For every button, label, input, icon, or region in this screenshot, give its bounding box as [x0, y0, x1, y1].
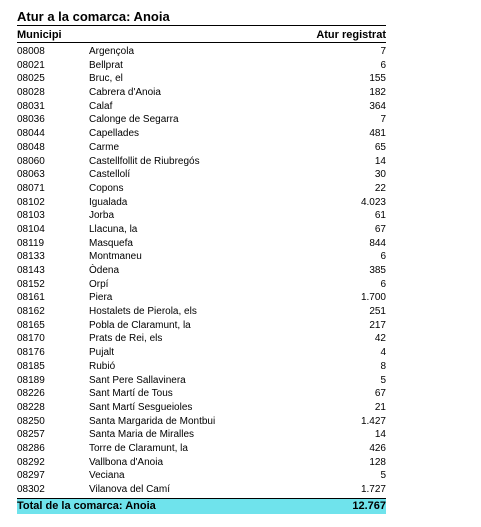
table-row: [17, 168, 386, 182]
unemployment-value: 30: [374, 169, 386, 181]
unemployment-value: 4.023: [360, 196, 386, 208]
municipality-name: Igualada: [89, 196, 128, 208]
unemployment-value: 217: [369, 319, 386, 331]
municipality-code: 08104: [17, 223, 45, 235]
municipality-code: 08048: [17, 141, 45, 153]
municipality-name: Santa Maria de Miralles: [89, 429, 195, 441]
municipality-name: Carme: [89, 141, 120, 153]
municipality-code: 08063: [17, 169, 45, 181]
table-row: [17, 428, 386, 442]
table-row: [17, 291, 386, 305]
table-row: [17, 182, 386, 196]
unemployment-value: 426: [369, 442, 386, 454]
municipality-code: 08257: [17, 429, 45, 441]
unemployment-value: 5: [380, 374, 386, 386]
municipality-name: Calonge de Segarra: [89, 114, 179, 126]
municipality-code: 08302: [17, 484, 45, 495]
unemployment-value: 182: [369, 87, 386, 99]
municipality-name: Orpí: [89, 278, 109, 290]
unemployment-value: 21: [374, 401, 386, 413]
municipality-name: Rubió: [89, 360, 116, 372]
unemployment-value: 6: [380, 59, 386, 71]
municipality-code: 08162: [17, 306, 45, 318]
table-row: [17, 483, 386, 497]
table-row: [17, 45, 386, 59]
municipality-name: Castellolí: [89, 169, 131, 181]
page-title: Atur a la comarca: Anoia: [17, 8, 386, 26]
unemployment-value: 481: [369, 128, 386, 140]
table-row: [17, 155, 386, 169]
municipality-name: Sant Martí de Tous: [89, 388, 173, 400]
municipality-name: Veciana: [89, 470, 125, 482]
municipality-name: Sant Pere Sallavinera: [89, 374, 186, 386]
municipality-name: Montmaneu: [89, 251, 142, 263]
municipality-code: 08119: [17, 237, 45, 249]
table-row: [17, 209, 386, 223]
table-row: [17, 456, 386, 470]
municipality-code: 08161: [17, 292, 45, 304]
table-row: [17, 141, 386, 155]
total-value: 12.767: [352, 499, 386, 512]
table-row: [17, 72, 386, 86]
unemployment-value: 1.727: [360, 484, 386, 495]
municipality-code: 08036: [17, 114, 45, 126]
municipality-name: Jorba: [89, 210, 115, 222]
table-row: [17, 401, 386, 415]
unemployment-value: 364: [369, 100, 386, 112]
table-row: [17, 237, 386, 251]
municipality-code: 08250: [17, 415, 45, 427]
table-row: [17, 387, 386, 401]
municipality-name: Torre de Claramunt, la: [89, 442, 188, 454]
unemployment-value: 7: [380, 114, 386, 126]
municipality-name: Llacuna, la: [89, 223, 138, 235]
unemployment-value: 5: [380, 470, 386, 482]
table-row: [17, 196, 386, 210]
municipality-name: Castellfollit de Riubregós: [89, 155, 200, 167]
municipality-name: Pujalt: [89, 347, 115, 359]
table-row: [17, 278, 386, 292]
municipality-code: 08008: [17, 46, 45, 57]
municipality-name: Cabrera d'Anoia: [89, 87, 161, 99]
unemployment-value: 4: [380, 347, 386, 359]
table-row: [17, 374, 386, 388]
table-row: [17, 264, 386, 278]
unemployment-value: 14: [374, 155, 386, 167]
municipality-name: Hostalets de Pierola, els: [89, 306, 197, 318]
table-row: [17, 360, 386, 374]
municipality-code: 08228: [17, 401, 45, 413]
unemployment-value: 14: [374, 429, 386, 441]
municipality-name: Òdena: [89, 265, 120, 276]
municipality-code: 08286: [17, 442, 45, 454]
municipality-code: 08044: [17, 128, 45, 140]
municipality-code: 08103: [17, 210, 45, 222]
municipality-code: 08170: [17, 333, 45, 345]
unemployment-value: 8: [380, 360, 386, 372]
unemployment-value: 128: [369, 456, 386, 468]
unemployment-value: 67: [374, 223, 386, 235]
unemployment-value: 65: [374, 141, 386, 153]
municipality-code: 08102: [17, 196, 45, 208]
column-header-atur-registrat: Atur registrat: [316, 29, 386, 41]
table-row: [17, 442, 386, 456]
municipality-name: Argençola: [89, 46, 135, 57]
municipality-code: 08071: [17, 182, 45, 194]
municipality-name: Bruc, el: [89, 73, 123, 85]
municipality-code: 08297: [17, 470, 45, 482]
table-row: [17, 100, 386, 114]
municipality-name: Copons: [89, 182, 124, 194]
table-row: [17, 223, 386, 237]
table-header: [17, 28, 386, 43]
municipality-code: 08133: [17, 251, 45, 263]
municipality-name: Vallbona d'Anoia: [89, 456, 164, 468]
municipality-name: Calaf: [89, 100, 113, 112]
municipality-code: 08060: [17, 155, 45, 167]
unemployment-value: 155: [369, 73, 386, 85]
municipality-name: Masquefa: [89, 237, 133, 249]
municipality-code: 08152: [17, 278, 45, 290]
unemployment-value: 61: [374, 210, 386, 222]
table-row: [17, 319, 386, 333]
municipality-code: 08189: [17, 374, 45, 386]
unemployment-value: 6: [380, 251, 386, 263]
table-row: [17, 59, 386, 73]
table-body: [17, 45, 386, 497]
municipality-name: Vilanova del Camí: [89, 484, 170, 495]
municipality-name: Piera: [89, 292, 113, 304]
unemployment-value: 1.427: [360, 415, 386, 427]
table-row: [17, 305, 386, 319]
municipality-name: Sant Martí Sesgueioles: [89, 401, 193, 413]
municipality-code: 08226: [17, 388, 45, 400]
unemployment-value: 385: [369, 265, 386, 276]
municipality-code: 08292: [17, 456, 45, 468]
unemployment-value: 1.700: [360, 292, 386, 304]
municipality-code: 08176: [17, 347, 45, 359]
unemployment-value: 42: [374, 333, 386, 345]
municipality-name: Prats de Rei, els: [89, 333, 163, 345]
column-header-municipi: Municipi: [17, 29, 62, 41]
table-row: [17, 86, 386, 100]
municipality-name: Capellades: [89, 128, 140, 140]
total-row: [17, 498, 386, 514]
unemployment-table: [17, 8, 386, 514]
municipality-name: Santa Margarida de Montbui: [89, 415, 216, 427]
unemployment-value: 67: [374, 388, 386, 400]
table-row: [17, 469, 386, 483]
table-row: [17, 415, 386, 429]
municipality-name: Pobla de Claramunt, la: [89, 319, 191, 331]
municipality-code: 08165: [17, 319, 45, 331]
table-row: [17, 346, 386, 360]
unemployment-value: 6: [380, 278, 386, 290]
total-label: Total de la comarca: Anoia: [17, 499, 156, 512]
unemployment-value: 844: [369, 237, 386, 249]
municipality-code: 08031: [17, 100, 45, 112]
municipality-name: Bellprat: [89, 59, 123, 71]
municipality-code: 08028: [17, 87, 45, 99]
table-row: [17, 332, 386, 346]
municipality-code: 08021: [17, 59, 45, 71]
table-row: [17, 113, 386, 127]
municipality-code: 08143: [17, 265, 45, 276]
table-row: [17, 127, 386, 141]
table-row: [17, 250, 386, 264]
unemployment-value: 7: [380, 46, 386, 57]
unemployment-value: 251: [369, 306, 386, 318]
municipality-code: 08025: [17, 73, 45, 85]
unemployment-value: 22: [374, 182, 386, 194]
municipality-code: 08185: [17, 360, 45, 372]
